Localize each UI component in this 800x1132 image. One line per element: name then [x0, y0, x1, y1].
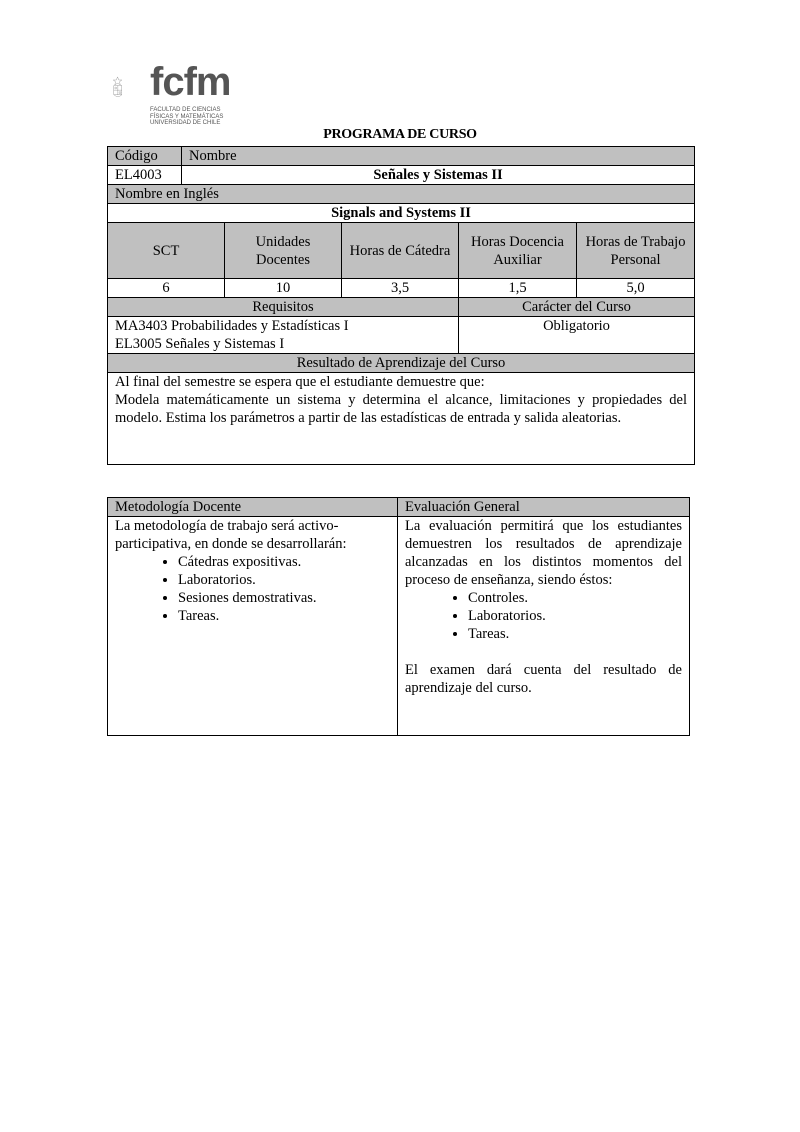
hours-header-sct: SCT: [108, 223, 225, 279]
hours-header-units: Unidades Docentes: [225, 223, 342, 279]
evaluation-label: Evaluación General: [398, 498, 690, 517]
list-item: • Tareas.: [468, 625, 682, 643]
list-item: • Sesiones demostrativas.: [178, 589, 390, 607]
list-item: • Laboratorios.: [178, 571, 390, 589]
evaluation-content: [398, 517, 690, 736]
name-label: Nombre: [182, 147, 695, 166]
course-character: Obligatorio: [459, 317, 695, 354]
list-item: • Tareas.: [178, 607, 390, 625]
hours-value-sct: 6: [108, 279, 225, 298]
logo-subtitle: FACULTAD DE CIENCIAS FÍSICAS Y MATEMÁTICAS UNIVERSIDAD DE CHILE: [150, 107, 224, 126]
requirements-label: Requisitos: [108, 298, 459, 317]
course-code: EL4003: [108, 166, 182, 185]
hours-value-units: 10: [225, 279, 342, 298]
learning-content: [108, 373, 695, 465]
fcfm-logo: fcfm: [150, 60, 231, 104]
evaluation-list: [405, 589, 682, 643]
hours-value-personal: 5,0: [577, 279, 695, 298]
character-label: Carácter del Curso: [459, 298, 695, 317]
evaluation-intro: La evaluación permitirá que los estudiantes demuestren los resultados de aprendizaje alcanzadas en los distintos momentos del proceso de enseñanza, siendo éstos:: [405, 518, 682, 588]
learning-text: Modela matemáticamente un sistema y determina el alcance, limitaciones y propiedades del modelo. Estima los parámetros a partir de las estadísticas de entrada y salida aleatorias.: [115, 392, 688, 426]
requirements-list: [108, 317, 459, 354]
methodology-label: Metodología Docente: [108, 498, 398, 517]
methodology-content: [108, 517, 398, 736]
methodology-list: [115, 553, 390, 625]
hours-header-lecture: Horas de Cátedra: [342, 223, 459, 279]
hours-header-personal: Horas de Trabajo Personal: [577, 223, 695, 279]
course-name: Señales y Sistemas II: [182, 166, 695, 185]
hours-value-lecture: 3,5: [342, 279, 459, 298]
university-crest-icon: [112, 48, 152, 128]
requirement-item: EL3005 Señales y Sistemas I: [115, 336, 285, 352]
hours-value-auxiliary: 1,5: [459, 279, 577, 298]
learning-label: Resultado de Aprendizaje del Curso: [108, 354, 695, 373]
hours-header-auxiliary: Horas Docencia Auxiliar: [459, 223, 577, 279]
evaluation-closing: El examen dará cuenta del resultado de aprendizaje del curso.: [405, 662, 682, 696]
list-item: • Controles.: [468, 589, 682, 607]
methodology-intro: La metodología de trabajo será activo-participativa, en donde se desarrollarán:: [115, 518, 347, 552]
course-table: [107, 146, 695, 465]
english-name-label: Nombre en Inglés: [108, 185, 695, 204]
page-title: PROGRAMA DE CURSO: [323, 127, 477, 142]
list-item: • Laboratorios.: [468, 607, 682, 625]
list-item: • Cátedras expositivas.: [178, 553, 390, 571]
english-name: Signals and Systems II: [108, 204, 695, 223]
code-label: Código: [108, 147, 182, 166]
learning-intro: Al final del semestre se espera que el estudiante demuestre que:: [115, 374, 485, 390]
requirement-item: MA3403 Probabilidades y Estadísticas I: [115, 318, 349, 334]
methodology-table: [107, 497, 690, 736]
